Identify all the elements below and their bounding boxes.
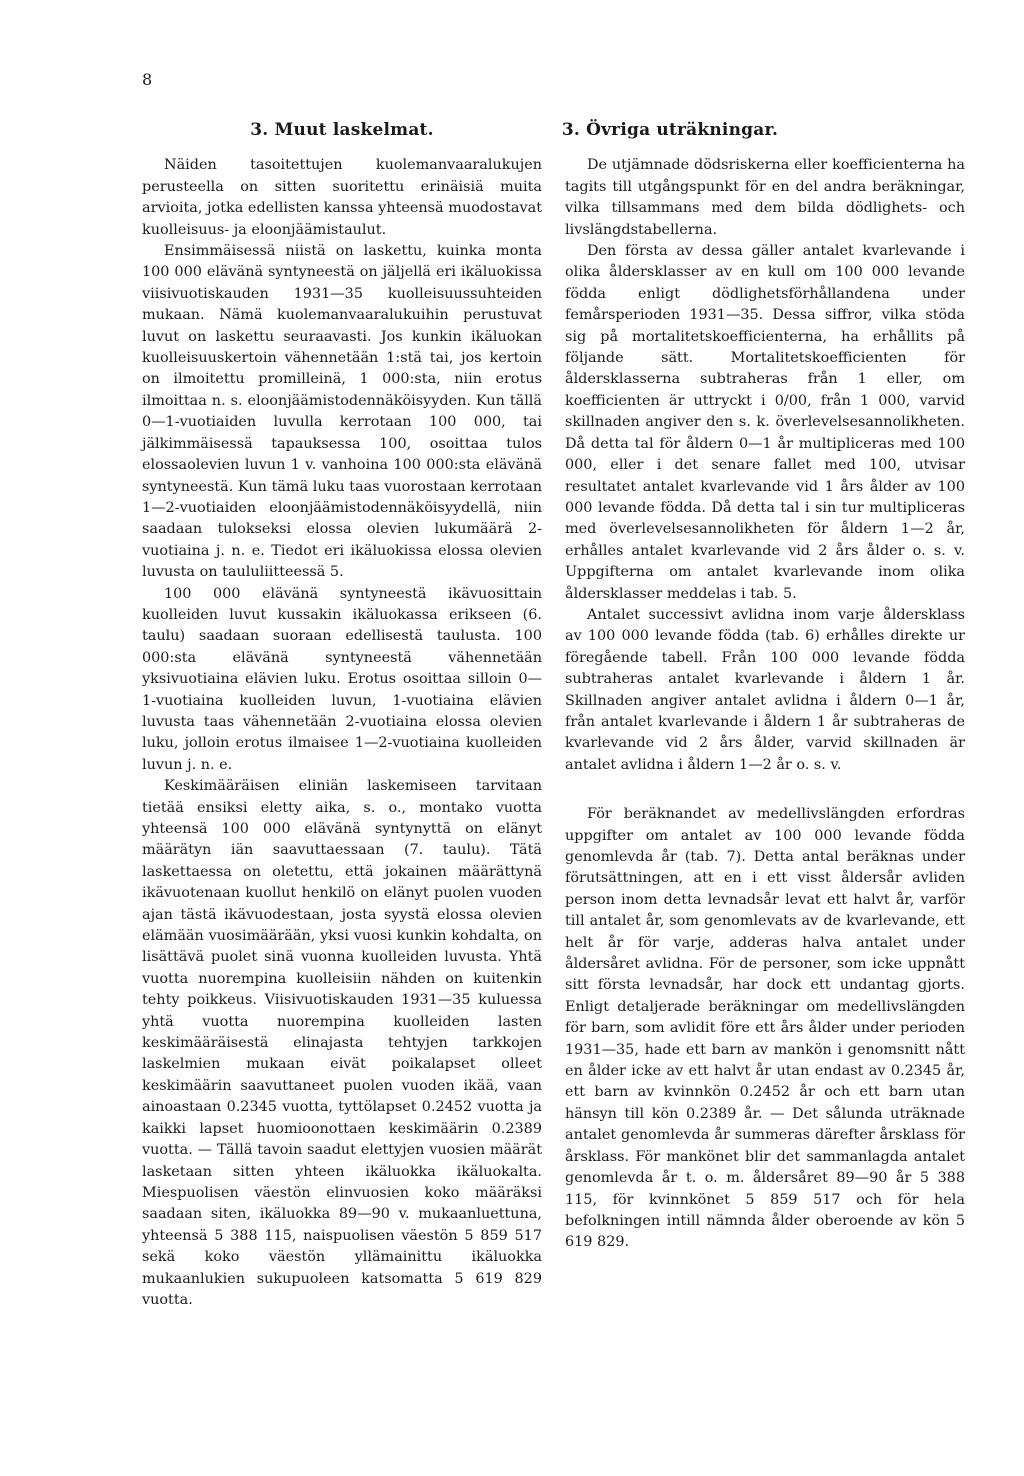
swedish-section-title: 3. Övriga uträkningar.: [561, 120, 779, 140]
page-number: 8: [142, 70, 153, 89]
paragraph-gap: [565, 776, 965, 804]
finnish-paragraph-2: Ensimmäisessä niistä on laskettu, kuinka monta 100 000 elävänä syntyneestä on jäljellä eri ikäluokissa viisivuotiskauden 1931—35 kuolleisuussuhteiden mukaan. Nämä kuolemanvaaralukuihin perustuvat luvut on laskettu seuraavasti. Jos kunkin ikäluokan kuolleisuuskertoin vähennetään 1:stä tai, jos kertoin on ilmoitettu promilleinä, 1 000:sta, niin erotus ilmoittaa n. s. eloonjäämistodennäköisyyden. Kun tällä 0—1-vuotiaiden luvulla kerrotaan 100 000, tai jälkimmäisessä tapauksessa 100, osoittaa tulos elossaolevien luvun 1 v. vanhoina 100 000:sta elävänä syntyneestä. Kun tämä luku taas vuorostaan kerrotaan 1—2-vuotiaiden eloonjäämistodennäköisyydellä, niin saadaan tulokseksi elossa olevien lukumäärä 2-vuotiaina j. n. e. Tiedot eri ikäluokissa elossa olevien luvusta on taululiitteessä 5.: [142, 243, 542, 581]
swedish-paragraph-2: Den första av dessa gäller antalet kvarlevande i olika åldersklasser av en kull om 100 000 levande födda enligt dödlighetsförhållandena under femårsperioden 1931—35. Dessa siffror, vilka stöda sig på mortalitetskoefficienterna, ha erhållits på följande sätt. Mortalitetskoefficienten för åldersklasserna subtraheras från 1 eller, om koefficienten är uttryckt i 0/00, från 1 000, varvid skillnaden angiver den s. k. överlevelsesannolikheten. Då detta tal för åldern 0—1 år multipliceras med 100 000, eller i det senare fallet med 100, utvisar resultatet antalet kvarlevande vid 1 års ålder av 100 000 levande födda. Då detta tal i sin tur multipliceras med överlevelsesannolikheten för åldern 1—2 år, erhålles antalet kvarlevande vid 2 års ålder o. s. v. Uppgifterna om antalet kvarlevande inom olika åldersklasser meddelas i tab. 5.: [565, 243, 965, 602]
swedish-column: [561, 120, 965, 1254]
swedish-paragraph-4: För beräknandet av medellivslängden erfordras uppgifter om antalet av 100 000 levande födda genomlevda år (tab. 7). Detta antal beräknas under förutsättningen, att en i ett visst åldersår avliden person inom detta levnadsår levat ett halvt år, varför till antalet år, som genomlevats av de kvarlevande, ett helt år för varje, adderas halva antalet under åldersåret avlidna. För de personer, som icke uppnått sitt första levnadsår, har dock ett undantag gjorts. Enligt detaljerade beräkningar om medellivslängden för barn, som avlidit före ett års ålder under perioden 1931—35, hade ett barn av mankön i genomsnitt nått en ålder icke av ett halvt år utan endast av 0.2345 år, ett barn av kvinnkön 0.2452 år och ett barn utan hänsyn till kön 0.2389 år. — Det sålunda uträknade antalet genomlevda år summeras därefter årsklass för årsklass. För mankönet blir det sammanlagda antalet genomlevda år t. o. m. åldersåret 89—90 år 5 388 115, för kvinnkönet 5 859 517 och för hela befolkningen intill nämnda ålder oberoende av kön 5 619 829.: [565, 806, 965, 1251]
finnish-paragraph-1: Näiden tasoitettujen kuolemanvaaralukujen perusteella on sitten suoritettu erinäisiä muita arvioita, jotka edellisten kanssa yhteensä muodostavat kuolleisuus- ja eloonjäämistaulut.: [142, 157, 542, 238]
swedish-paragraph-1: De utjämnade dödsriskerna eller koefficienterna ha tagits till utgångspunkt för en del andra beräkningar, vilka tillsammans med dem bilda dödlighets- och livslängdstabellerna.: [565, 157, 965, 238]
finnish-column: [142, 120, 542, 1311]
finnish-section-title: 3. Muut laskelmat.: [250, 120, 434, 140]
finnish-paragraph-3: 100 000 elävänä syntyneestä ikävuosittain kuolleiden luvut kussakin ikäluokassa erikseen (6. taulu) saadaan suoraan edellisestä taulusta. 100 000:sta elävänä syntyneestä vähennetään yksivuotiaina elävien luku. Erotus osoittaa silloin 0—1-vuotiaina kuolleiden luvun, 1-vuotiaina elävien luvusta taas vähennetään 2-vuotiaina elossa olevien luku, jolloin erotus ilmaisee 1—2-vuotiaina kuolleiden luvun j. n. e.: [142, 585, 542, 773]
finnish-paragraph-4: Keskimääräisen eliniän laskemiseen tarvitaan tietää ensiksi eletty aika, s. o., montako vuotta yhteensä 100 000 elävänä syntynyttä on elänyt määrätyn iän saavuttaessaan (7. taulu). Tätä laskettaessa on oletettu, että jokainen määrättynä ikävuotenaan kuollut henkilö on elänyt puolen vuoden ajan tästä ikävuodestaan, josta syystä elossa olevien elämään vuosimäärään, yksi vuosi kunkin kohdalta, on lisättävä puolet sinä vuonna kuolleiden luvusta. Yhtä vuotta nuorempina kuolleisiin nähden on kuitenkin tehty poikkeus. Viisivuotiskauden 1931—35 kuluessa yhtä vuotta nuorempina kuolleiden lasten keskimääräisestä elinajasta tehtyjen tarkkojen laskelmien mukaan eivät poikalapset olleet keskimäärin saavuttaneet puolen vuoden ikää, vaan ainoastaan 0.2345 vuotta, tyttölapset 0.2452 vuotta ja kaikki lapset huomioonottaen keskimäärin 0.2389 vuotta. — Tällä tavoin saadut elettyjen vuosien määrät lasketaan sitten yhteen ikäluokka ikäluokalta. Miespuolisen väestön elinvuosien koko määräksi saadaan siten, ikäluokka 89—90 v. mukaanluettuna, yhteensä 5 388 115, naispuolisen väestön 5 859 517 sekä koko väestön yllämainittu ikäluokka mukaanlukien sukupuoleen katsomatta 5 619 829 vuotta.: [142, 778, 542, 1308]
swedish-paragraph-3: Antalet successivt avlidna inom varje åldersklass av 100 000 levande födda (tab. 6) erhålles direkte ur föregående tabell. Från 100 000 levande födda subtraheras antalet kvarlevande i åldern 1 år. Skillnaden angiver antalet avlidna i åldern 0—1 år, från antalet kvarlevande i åldern 1 år subtraheras de kvarlevande vid 2 års ålder, varvid skillnaden är antalet avlidna i åldern 1—2 år o. s. v.: [565, 606, 965, 773]
